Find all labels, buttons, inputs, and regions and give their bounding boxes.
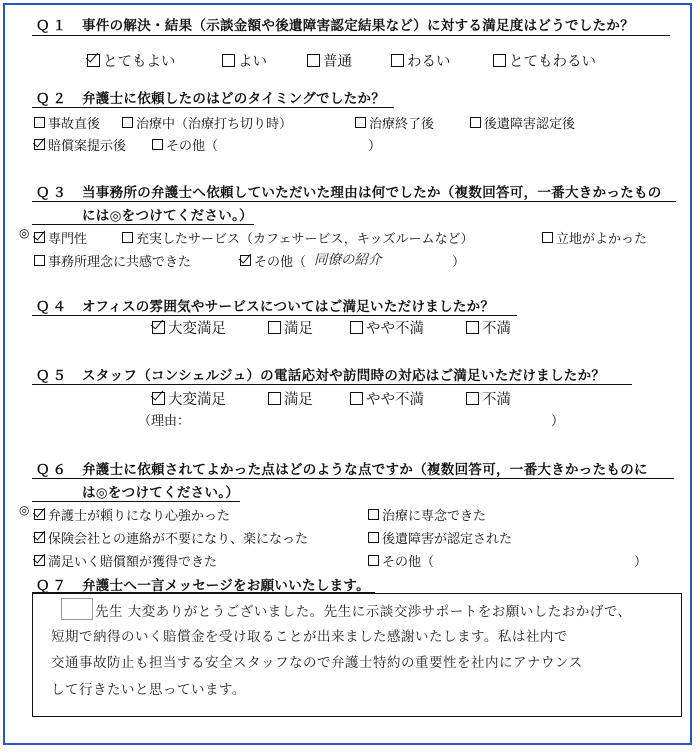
q1-option-1[interactable]: とてもよい <box>87 50 176 71</box>
q2-option-4[interactable]: 後遺障害認定後 <box>470 113 575 132</box>
message-line-2: 短期で納得のいく賠償金を受け取ることが出来ました感謝いたします。私は社内で <box>51 629 568 645</box>
checkbox[interactable] <box>493 54 506 67</box>
q3-option-1[interactable]: 専門性 <box>34 228 87 247</box>
q2-option-5[interactable]: 賠償案提示後 <box>34 135 126 154</box>
q3-heading-line2: には◎をつけてください。） <box>82 208 253 224</box>
q3-option-3[interactable]: 立地がよかった <box>542 228 647 247</box>
q1-heading <box>36 14 634 34</box>
message-line-1: 先生 大変ありがとうございました。先生に示談交渉サポートをお願いしたおかげで、 <box>95 604 632 620</box>
q6-other-close: ） <box>634 555 648 570</box>
q3-heading: Ｑ３ 当事務所の弁護士へ依頼していただいた理由は何でしたか（複数回答可，一番大きかったもの <box>36 185 662 201</box>
redacted-name <box>61 598 93 620</box>
q5-underline <box>32 384 632 385</box>
q1-number: Ｑ１ <box>36 18 69 34</box>
q6-heading: Ｑ６ 弁護士に依頼されてよかった点はどのような点ですか（複数回答可，一番大きかったものに <box>36 462 648 478</box>
q3-underline-1 <box>32 201 676 202</box>
q5-reason-close: ） <box>551 414 565 429</box>
q5-reason-label: （理由： <box>138 414 191 429</box>
q3-other-close: ） <box>452 255 466 270</box>
q4-option-3[interactable]: やや不満 <box>350 317 424 338</box>
q2-option-2[interactable]: 治療中（治療打ち切り時） <box>122 113 292 132</box>
q4-option-2[interactable]: 満足 <box>268 317 313 338</box>
q6-option-3[interactable]: 保険会社との連絡が不要になり、楽になった <box>34 528 308 547</box>
q4-heading: Ｑ４ オフィスの雰囲気やサービスについてはご満足いただけましたか？ <box>36 299 495 315</box>
checkbox[interactable] <box>222 54 235 67</box>
q5-option-1[interactable]: 大変満足 <box>152 388 226 409</box>
q3-option-4[interactable]: 事務所理念に共感できた <box>34 251 191 270</box>
q6-heading-line2: は◎をつけてください。） <box>82 485 240 501</box>
q2-option-3[interactable]: 治療終了後 <box>355 113 434 132</box>
q2-other-close: ） <box>368 139 382 154</box>
q4-underline <box>32 315 517 316</box>
checkbox-checked[interactable] <box>87 54 100 67</box>
q3-underline-2 <box>32 224 254 225</box>
q5-option-2[interactable]: 満足 <box>268 388 313 409</box>
q2-option-6[interactable]: その他（ <box>152 135 218 154</box>
q1-option-2[interactable]: よい <box>222 50 267 71</box>
q2-option-1[interactable]: 事故直後 <box>34 113 100 132</box>
q1-option-3[interactable]: 普通 <box>307 50 352 71</box>
checkbox[interactable] <box>391 54 404 67</box>
q6-option-1[interactable]: 弁護士が頼りになり心強かった <box>34 505 230 524</box>
message-box[interactable] <box>32 593 682 717</box>
q3-option-5[interactable]: その他（ <box>240 251 306 270</box>
q7-heading: Ｑ７ 弁護士へ一言メッセージをお願いいたします。 <box>36 578 370 594</box>
q4-option-4[interactable]: 不満 <box>466 317 511 338</box>
q6-option-5[interactable]: 満足いく賠償額が獲得できた <box>34 551 217 570</box>
q5-heading: Ｑ５ スタッフ（コンシェルジュ）の電話応対や訪問時の対応はご満足いただけましたか？ <box>36 368 606 384</box>
q5-option-3[interactable]: やや不満 <box>350 388 424 409</box>
q6-option-6[interactable]: その他（ <box>368 551 434 570</box>
q3-option-2[interactable]: 充実したサービス（カフェサービス，キッズルームなど） <box>122 228 473 247</box>
checkbox[interactable] <box>307 54 320 67</box>
q6-circle-mark: ◎ <box>19 503 30 517</box>
q3-other-handwritten: 同僚の紹介 <box>314 252 382 268</box>
q1-option-4[interactable]: わるい <box>391 50 451 71</box>
q6-option-2[interactable]: 治療に専念できた <box>368 505 486 524</box>
q2-underline <box>32 107 394 108</box>
q6-option-4[interactable]: 後遺障害が認定された <box>368 528 512 547</box>
q4-option-1[interactable]: 大変満足 <box>152 317 226 338</box>
q3-circle-mark: ◎ <box>19 226 30 240</box>
message-line-4: して行きたいと思っています。 <box>51 682 246 698</box>
q1-option-5[interactable]: とてもわるい <box>493 50 596 71</box>
q5-option-4[interactable]: 不満 <box>466 388 511 409</box>
q6-underline-1 <box>32 478 674 479</box>
message-line-3: 交通事故防止も担当する安全スタッフなので弁護士特約の重要性を社内にアナウンス <box>51 655 583 671</box>
q6-underline-2 <box>32 501 240 502</box>
q1-text: 事件の解決・結果（示談金額や後遺障害認定結果など）に対する満足度はどうでしたか？ <box>82 18 634 34</box>
q2-heading: Ｑ２ 弁護士に依頼したのはどのタイミングでしたか？ <box>36 91 386 107</box>
q1-underline <box>32 35 670 36</box>
